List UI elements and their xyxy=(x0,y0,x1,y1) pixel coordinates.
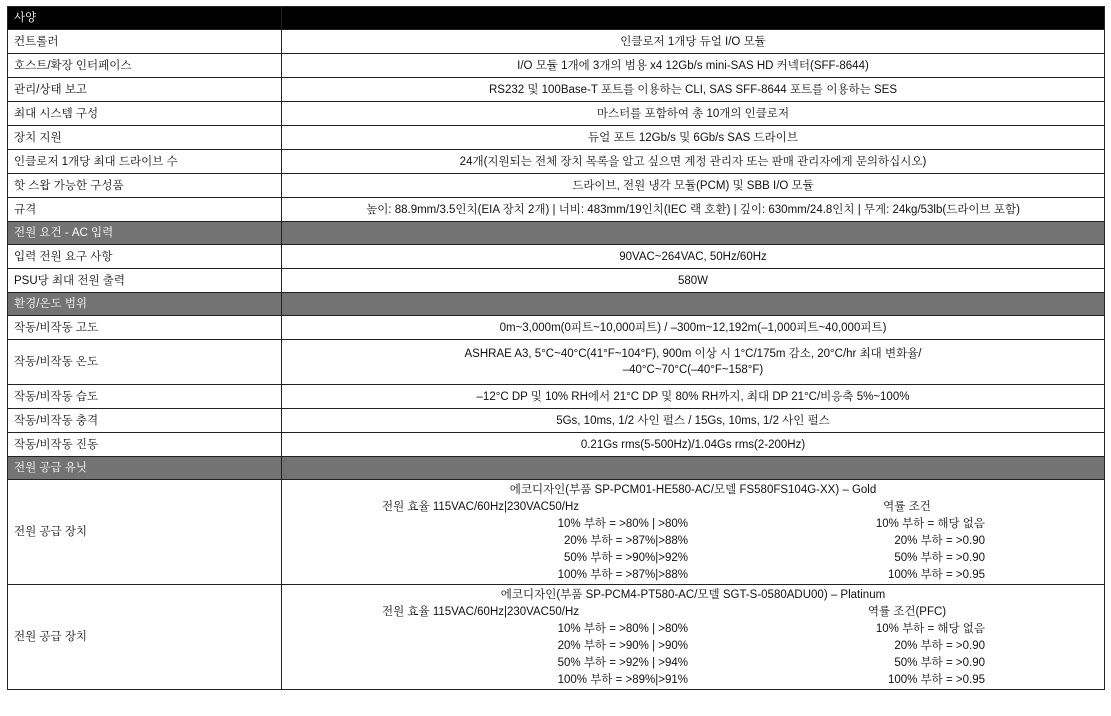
row-label: 최대 시스템 구성 xyxy=(8,102,282,126)
table-row xyxy=(8,385,1105,409)
row-value: RS232 및 100Base-T 포트를 이용하는 CLI, SAS SFF-8644 포트를 이용하는 SES xyxy=(282,78,1105,102)
table-row xyxy=(8,340,1105,385)
power-factor-value: 20% 부하 = >0.90 xyxy=(894,535,985,547)
row-value: 580W xyxy=(282,269,1105,293)
power-factor-value: 100% 부하 = >0.95 xyxy=(887,569,985,581)
row-value-multiline xyxy=(282,340,1105,385)
section-header-environment xyxy=(8,293,1105,316)
row-value: 인클로저 1개당 듀얼 I/O 모듈 xyxy=(282,30,1105,54)
table-row xyxy=(8,126,1105,150)
section-filler xyxy=(282,457,1105,480)
section-header-power xyxy=(8,222,1105,245)
row-value: 5Gs, 10ms, 1/2 사인 펄스 / 15Gs, 10ms, 1/2 사인 펄스 xyxy=(282,409,1105,433)
table-row xyxy=(8,174,1105,198)
table-row xyxy=(8,30,1105,54)
spec-sheet xyxy=(7,6,1104,690)
table-row-psu-gold xyxy=(8,480,1105,585)
table-row xyxy=(8,102,1105,126)
row-value: I/O 모듈 1개에 3개의 범용 x4 12Gb/s mini-SAS HD 커넥터(SFF-8644) xyxy=(282,54,1105,78)
row-value: 90VAC~264VAC, 50Hz/60Hz xyxy=(282,245,1105,269)
efficiency-value: 50% 부하 = >92% | >94% xyxy=(557,657,688,669)
section-header-spec xyxy=(8,7,1105,30)
spec-table xyxy=(7,6,1105,690)
row-value: 0m~3,000m(0피트~10,000피트) / –300m~12,192m(–1,000피트~40,000피트) xyxy=(282,316,1105,340)
power-factor-heading: 역률 조건 xyxy=(883,501,931,513)
efficiency-value: 100% 부하 = >87%|>88% xyxy=(557,569,688,581)
row-value: 24개(지원되는 전체 장치 목록을 알고 싶으면 계정 관리자 또는 판매 관리자에게 문의하십시오) xyxy=(282,150,1105,174)
section-filler xyxy=(282,7,1105,30)
row-label: 작동/비작동 습도 xyxy=(8,385,282,409)
row-label: 규격 xyxy=(8,198,282,222)
row-label: 컨트롤러 xyxy=(8,30,282,54)
table-row xyxy=(8,198,1105,222)
table-row xyxy=(8,150,1105,174)
row-label: 핫 스왑 가능한 구성품 xyxy=(8,174,282,198)
psu-spec-block xyxy=(282,480,1105,585)
row-value: 높이: 88.9mm/3.5인치(EIA 장치 2개) | 너비: 483mm/19인치(IEC 랙 호환) | 깊이: 630mm/24.8인치 | 무게: 24kg/53lb(드라이브 포함) xyxy=(282,198,1105,222)
row-label: 전원 공급 장치 xyxy=(8,585,282,690)
efficiency-heading: 전원 효율 115VAC/60Hz|230VAC50/Hz xyxy=(382,606,580,618)
psu-title: 에코디자인(부품 SP-PCM01-HE580-AC/모델 FS580FS104G-XX) – Gold xyxy=(509,484,877,496)
efficiency-value: 20% 부하 = >90% | >90% xyxy=(557,640,688,652)
table-row xyxy=(8,78,1105,102)
section-title: 전원 요건 - AC 입력 xyxy=(8,222,282,245)
section-filler xyxy=(282,222,1105,245)
power-factor-heading: 역률 조건(PFC) xyxy=(867,606,947,618)
row-value: –12°C DP 및 10% RH에서 21°C DP 및 80% RH까지, 최대 DP 21°C/비응축 5%~100% xyxy=(282,385,1105,409)
row-label: 작동/비작동 진동 xyxy=(8,433,282,457)
table-row xyxy=(8,245,1105,269)
row-label: PSU당 최대 전원 출력 xyxy=(8,269,282,293)
row-label: 호스트/확장 인터페이스 xyxy=(8,54,282,78)
power-factor-value: 10% 부하 = 해당 없음 xyxy=(875,623,985,635)
power-factor-value: 50% 부하 = >0.90 xyxy=(894,552,985,564)
section-header-psu xyxy=(8,457,1105,480)
efficiency-value: 100% 부하 = >89%|>91% xyxy=(557,674,688,686)
table-row xyxy=(8,54,1105,78)
efficiency-value: 20% 부하 = >87%|>88% xyxy=(564,535,688,547)
row-value-line-2: –40°C~70°C(–40°F~158°F) xyxy=(622,364,764,376)
efficiency-value: 10% 부하 = >80% | >80% xyxy=(557,623,688,635)
power-factor-value: 50% 부하 = >0.90 xyxy=(894,657,985,669)
psu-title: 에코디자인(부품 SP-PCM4-PT580-AC/모델 SGT-S-0580ADU00) – Platinum xyxy=(500,589,886,601)
section-title: 사양 xyxy=(8,7,282,30)
section-title: 환경/온도 범위 xyxy=(8,293,282,316)
power-factor-value: 20% 부하 = >0.90 xyxy=(894,640,985,652)
efficiency-value: 50% 부하 = >90%|>92% xyxy=(564,552,688,564)
row-label: 작동/비작동 온도 xyxy=(8,340,282,385)
row-label: 전원 공급 장치 xyxy=(8,480,282,585)
row-value: 듀얼 포트 12Gb/s 및 6Gb/s SAS 드라이브 xyxy=(282,126,1105,150)
section-filler xyxy=(282,293,1105,316)
row-label: 인클로저 1개당 최대 드라이브 수 xyxy=(8,150,282,174)
table-row xyxy=(8,409,1105,433)
row-label: 작동/비작동 고도 xyxy=(8,316,282,340)
table-row-psu-platinum xyxy=(8,585,1105,690)
row-value: 마스터를 포함하여 총 10개의 인클로저 xyxy=(282,102,1105,126)
row-label: 작동/비작동 충격 xyxy=(8,409,282,433)
table-row xyxy=(8,316,1105,340)
section-title: 전원 공급 유닛 xyxy=(8,457,282,480)
efficiency-heading: 전원 효율 115VAC/60Hz|230VAC50/Hz xyxy=(382,501,580,513)
row-label: 입력 전원 요구 사항 xyxy=(8,245,282,269)
power-factor-value: 100% 부하 = >0.95 xyxy=(887,674,985,686)
row-label: 관리/상태 보고 xyxy=(8,78,282,102)
row-value-line-1: ASHRAE A3, 5°C~40°C(41°F~104°F), 900m 이상 시 1°C/175m 감소, 20°C/hr 최대 변화율/ xyxy=(464,348,922,360)
row-label: 장치 지원 xyxy=(8,126,282,150)
power-factor-value: 10% 부하 = 해당 없음 xyxy=(875,518,985,530)
table-row xyxy=(8,269,1105,293)
row-value: 0.21Gs rms(5-500Hz)/1.04Gs rms(2-200Hz) xyxy=(282,433,1105,457)
table-row xyxy=(8,433,1105,457)
psu-spec-block xyxy=(282,585,1105,690)
row-value: 드라이브, 전원 냉각 모듈(PCM) 및 SBB I/O 모듈 xyxy=(282,174,1105,198)
efficiency-value: 10% 부하 = >80% | >80% xyxy=(557,518,688,530)
